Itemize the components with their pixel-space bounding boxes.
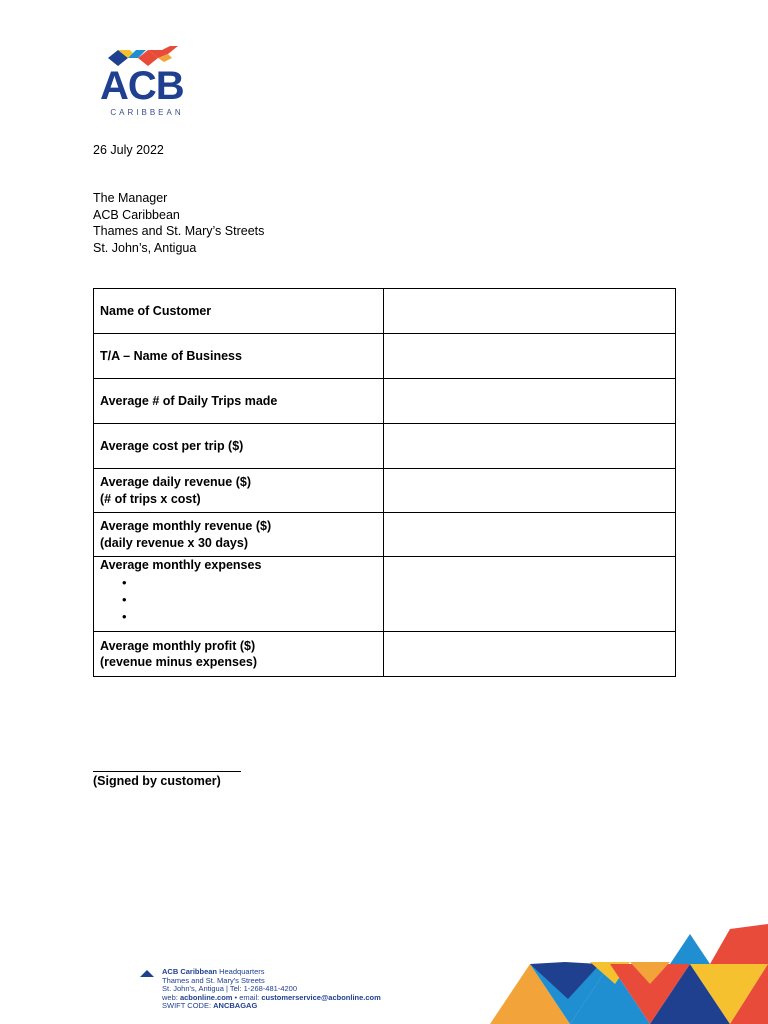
footer-street: Thames and St. Mary's Streets [162, 975, 265, 985]
row-label: Average monthly profit ($) (revenue minus expenses) [94, 632, 384, 677]
address-line: ACB Caribbean [93, 207, 180, 222]
table-row [94, 379, 676, 424]
row-value-cell[interactable] [384, 469, 676, 513]
signature-caption: (Signed by customer) [93, 774, 221, 788]
row-label: Name of Customer [94, 289, 384, 334]
footer-web-link[interactable]: acbonline.com [179, 992, 233, 1002]
customer-info-table [93, 288, 676, 677]
decorative-triangles-icon [490, 924, 768, 1024]
row-value-cell[interactable] [384, 379, 676, 424]
logo-wordmark: ACB [100, 64, 184, 108]
table-row [94, 513, 676, 557]
table-row [94, 289, 676, 334]
row-value-cell[interactable] [384, 424, 676, 469]
footer-swift-code: ANCBAGAG [213, 1001, 258, 1011]
row-value-cell[interactable] [384, 632, 676, 677]
expense-bullet-list [100, 574, 377, 625]
bullet-item [122, 574, 377, 591]
bullet-item [122, 608, 377, 625]
row-label: Average cost per trip ($) [94, 424, 384, 469]
recipient-address [93, 190, 264, 256]
row-value-cell[interactable] [384, 513, 676, 557]
address-line: The Manager [93, 191, 168, 205]
address-line: Thames and St. Mary’s Streets [93, 224, 265, 238]
row-label: Average # of Daily Trips made [94, 379, 384, 424]
row-label: Average daily revenue ($) (# of trips x cost) [94, 469, 384, 513]
bullet-item [122, 591, 377, 608]
table-row [94, 632, 676, 677]
signature-line [93, 771, 241, 772]
acb-logo [100, 46, 190, 120]
logo-subtitle: CARIBBEAN [110, 108, 184, 117]
footer-email-link[interactable]: customerservice@acbonline.com [261, 992, 381, 1002]
row-label: Average monthly revenue ($) (daily revenue x 30 days) [94, 513, 384, 557]
table-row [94, 557, 676, 632]
letter-page: ACB CARIBBEAN 26 July 2022 The Manager ACB Caribbean Thames and St. Mary’s Streets St. John’s, Antigua Name of Customer T/A – Name of Business Average # of Daily Trips made Average cost per trip ($) Average daily revenue ($) (# of trips x cost) Average monthly revenue ($) (daily revenue x 30 days) Average monthly expenses • • • Average monthly profit ($) (revenue minus expenses) (Signed by customer) ACB Caribbean Headquarters Thames and St. Mary's Streets St. John's, Antigua | Tel: 1-268-481-4200 web: acbonline.com • email: customerservice@acbonline.com SWIFT CODE: ANCBAGAG [0, 0, 768, 1024]
row-sublabel: (daily revenue x 30 days) [100, 535, 248, 550]
letter-date: 26 July 2022 [93, 143, 164, 157]
row-value-cell[interactable] [384, 289, 676, 334]
row-label: T/A – Name of Business [94, 334, 384, 379]
table-row [94, 334, 676, 379]
row-sublabel: (revenue minus expenses) [100, 655, 258, 669]
row-value-cell[interactable] [384, 557, 676, 632]
address-line: St. John’s, Antigua [93, 240, 197, 255]
footer-hq-label: Headquarters [217, 967, 265, 976]
table-row [94, 469, 676, 513]
footer-city-tel: St. John's, Antigua | Tel: 1-268-481-4200 [162, 984, 297, 994]
footer-hq-name: ACB Caribbean [162, 967, 218, 976]
row-sublabel: (# of trips x cost) [100, 491, 201, 506]
row-label: Average monthly expenses • • • [94, 557, 384, 632]
table-row [94, 424, 676, 469]
triangle-icon [140, 970, 154, 977]
row-value-cell[interactable] [384, 334, 676, 379]
